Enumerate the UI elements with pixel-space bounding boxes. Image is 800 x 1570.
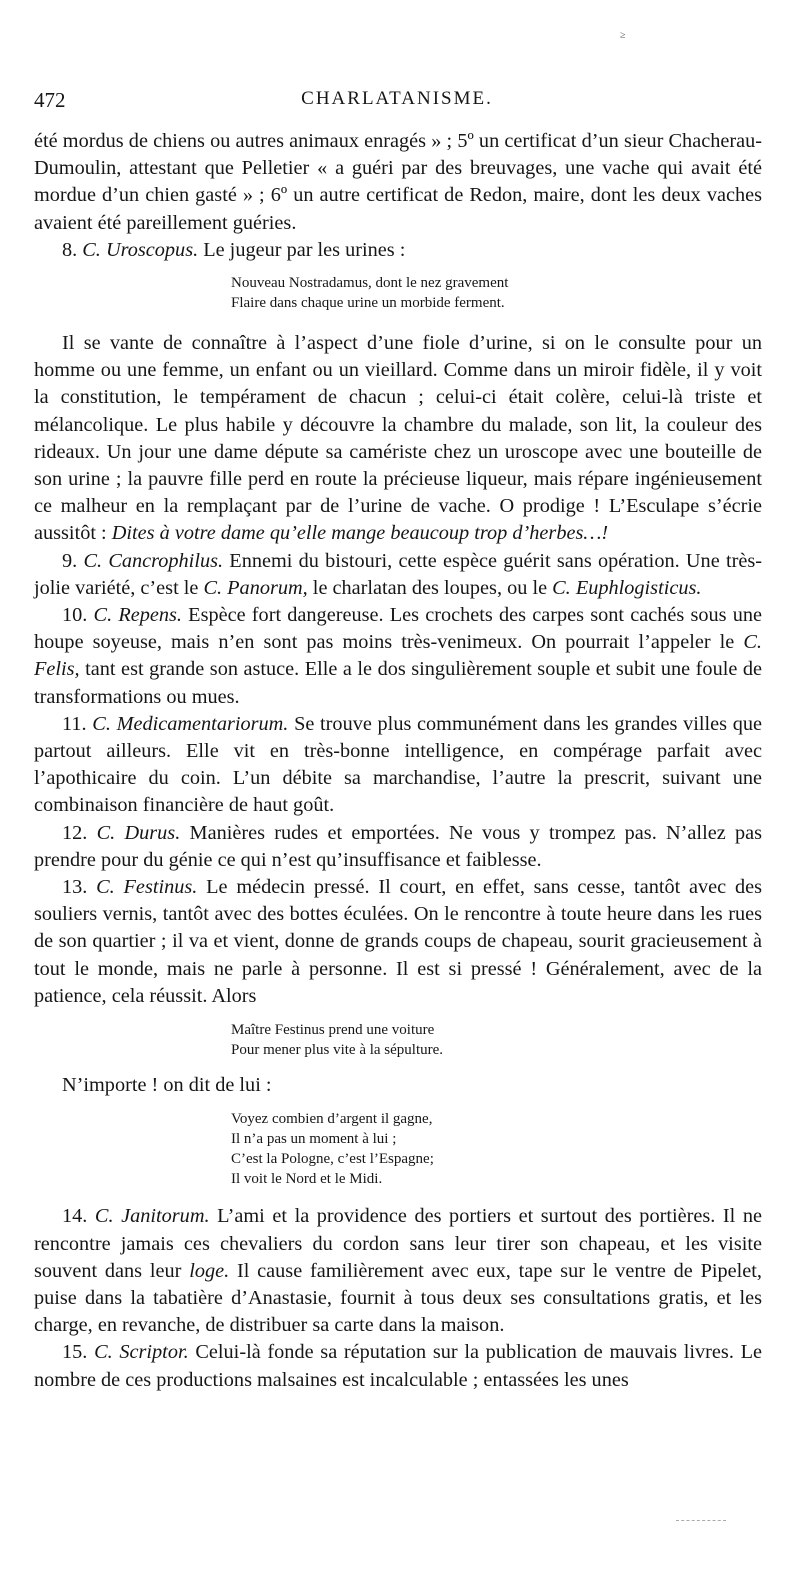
paragraph-uroscope-quote: Dites à votre dame qu’elle mange beaucoup trop d’herbes…!: [111, 522, 609, 545]
species-12-name: C. Durus.: [96, 821, 181, 844]
verse-line: Maître Festinus prend une voiture: [231, 1022, 435, 1039]
species-13-text: Le médecin pressé. Il court, en effet, sans cesse, tantôt avec des souliers vernis, tantôt avec des bottes éculées. On le rencontre à toute heure dans les rues de son quartier ; il va et vient, donne de grands coups de chapeau, sourit gracieusement à tout le monde, mais ne parle à personne. Il est si pressé ! Généralement, avec de la patience, cela réussit. Alors: [34, 876, 763, 1007]
paragraph-uroscope-text: Il se vante de connaître à l’aspect d’une fiole d’urine, si on le consulte pour un homme ou une femme, un enfant ou un vieillard. Comme dans un miroir fidèle, il y voit la constitution, le tempérament de chacun ; celui-ci était colère, celui-là triste et mélancolique. Le plus habile y découvre la chambre du malade, son lit, la couleur des rideaux. Un jour une dame députe sa camériste chez un uroscope avec une bouteille de son urine ; la pauvre fille perd en route la précieuse liqueur, mais répare ingénieusement ce malheur en la remplaçant par de l’urine de vache. O prodige ! L’Esculape s’écrie aussitôt :: [34, 332, 762, 545]
species-14-loge: loge.: [189, 1259, 230, 1282]
verse-line: Nouveau Nostradamus, dont le nez gravement: [231, 275, 509, 292]
verse-line: Pour mener plus vite à la sépulture.: [231, 1042, 444, 1059]
species-10-text-2: tant est grande son astuce. Elle a le dos singulièrement souple et subit une foule de transformations ou mues.: [34, 658, 762, 708]
species-10-name: C. Repens.: [93, 604, 182, 627]
species-12-number: 12.: [62, 821, 97, 844]
verse-festinus: [231, 1020, 762, 1060]
species-9-variety-2: C. Euphlogisticus.: [552, 576, 702, 599]
species-13-name: C. Festinus.: [96, 876, 198, 899]
verse-nostradamus: [231, 273, 762, 313]
species-14-entry: [34, 1203, 762, 1339]
paragraph-nimporte: N’importe ! on dit de lui :: [62, 1074, 272, 1097]
species-13-number: 13.: [62, 876, 97, 899]
species-8-number: 8.: [62, 238, 83, 261]
page-body: [34, 128, 762, 1394]
verse-line: Flaire dans chaque urine un morbide ferment.: [231, 295, 505, 312]
verse-line: Voyez combien d’argent il gagne,: [231, 1111, 433, 1128]
species-14-number: 14.: [62, 1205, 95, 1228]
species-14-text: L’ami et la providence des portiers et surtout des portières. Il ne rencontre jamais ces chevaliers du cordon sans leur tirer son chapeau, et les visite souvent dans leur: [34, 1205, 762, 1282]
bottom-dash-mark: [676, 1520, 726, 1521]
paragraph-uroscope: [34, 330, 762, 548]
species-15-text: Celui-là fonde sa réputation sur la publication de mauvais livres. Le nombre de ces productions malsaines est incalculable ; entassées les unes: [34, 1341, 762, 1391]
species-11-text: Se trouve plus communément dans les grandes villes que partout ailleurs. Elle vit en très-bonne intelligence, en compérage parfait avec l’apothicaire du coin. L’un débite sa marchandise, l’autre la prescrit, suivant une combinaison financière de haut goût.: [34, 712, 763, 817]
species-13-entry: [34, 874, 762, 1010]
species-8-text: Le jugeur par les urines :: [198, 238, 406, 261]
verse-line: Il voit le Nord et le Midi.: [231, 1171, 383, 1188]
species-9-name: C. Cancrophilus.: [83, 549, 224, 572]
species-10-number: 10.: [62, 604, 94, 627]
species-9-text: Ennemi du bistouri, cette espèce guérit sans opération. Une très-jolie variété, c’est le: [34, 549, 762, 599]
paragraph-certificates: été mordus de chiens ou autres animaux enragés » ; 5º un certificat d’un sieur Chacherau-Dumoulin, attestant que Pelletier « a guéri par des breuvages, une vache qui avait été mordue d’un chien gasté » ; 6º un autre certificat de Redon, maire, dont les deux vaches avaient été pareillement guéries.: [34, 130, 762, 234]
species-9-text-2: le charlatan des loupes, ou le: [307, 576, 553, 599]
species-12-text: Manières rudes et emportées. Ne vous y trompez pas. N’allez pas prendre pour du génie ce qui n’est qu’insuffisance et faiblesse.: [34, 821, 763, 871]
species-10-entry: [34, 602, 762, 711]
verse-argent: [231, 1109, 762, 1189]
species-15-number: 15.: [62, 1341, 95, 1364]
species-10-alias: C. Felis,: [34, 631, 762, 681]
species-15-entry: [34, 1339, 762, 1393]
species-14-name: C. Janitorum.: [94, 1205, 210, 1228]
species-15-name: C. Scriptor.: [94, 1341, 189, 1364]
page-number: 472: [34, 88, 66, 112]
page-header: [34, 88, 760, 118]
species-8-name: C. Uroscopus.: [82, 238, 199, 261]
verse-line: Il n’a pas un moment à lui ;: [231, 1131, 397, 1148]
species-8-entry: [34, 237, 762, 264]
verse-line: C’est la Pologne, c’est l’Espagne;: [231, 1151, 434, 1168]
species-12-entry: [34, 820, 762, 874]
species-10-text: Espèce fort dangereuse. Les crochets des carpes sont cachés sous une houpe soyeuse, mais n’en sont pas moins très-venimeux. On pourrait l’appeler le: [34, 604, 762, 654]
page-mark-top: ≥: [620, 30, 626, 41]
species-9-entry: [34, 548, 762, 602]
species-11-number: 11.: [62, 712, 93, 735]
species-9-number: 9.: [62, 549, 84, 572]
species-9-variety-1: C. Panorum,: [203, 576, 308, 599]
species-14-text-2: Il cause familièrement avec eux, tape sur le ventre de Pipelet, puise dans la tabatière d’Anastasie, fournit à tous deux ses consultations gratis, et les charge, en revanche, de distribuer sa carte dans la maison.: [34, 1259, 762, 1337]
running-title: CHARLATANISME.: [301, 88, 493, 109]
species-11-name: C. Medicamentariorum.: [92, 712, 289, 735]
species-11-entry: [34, 711, 762, 820]
